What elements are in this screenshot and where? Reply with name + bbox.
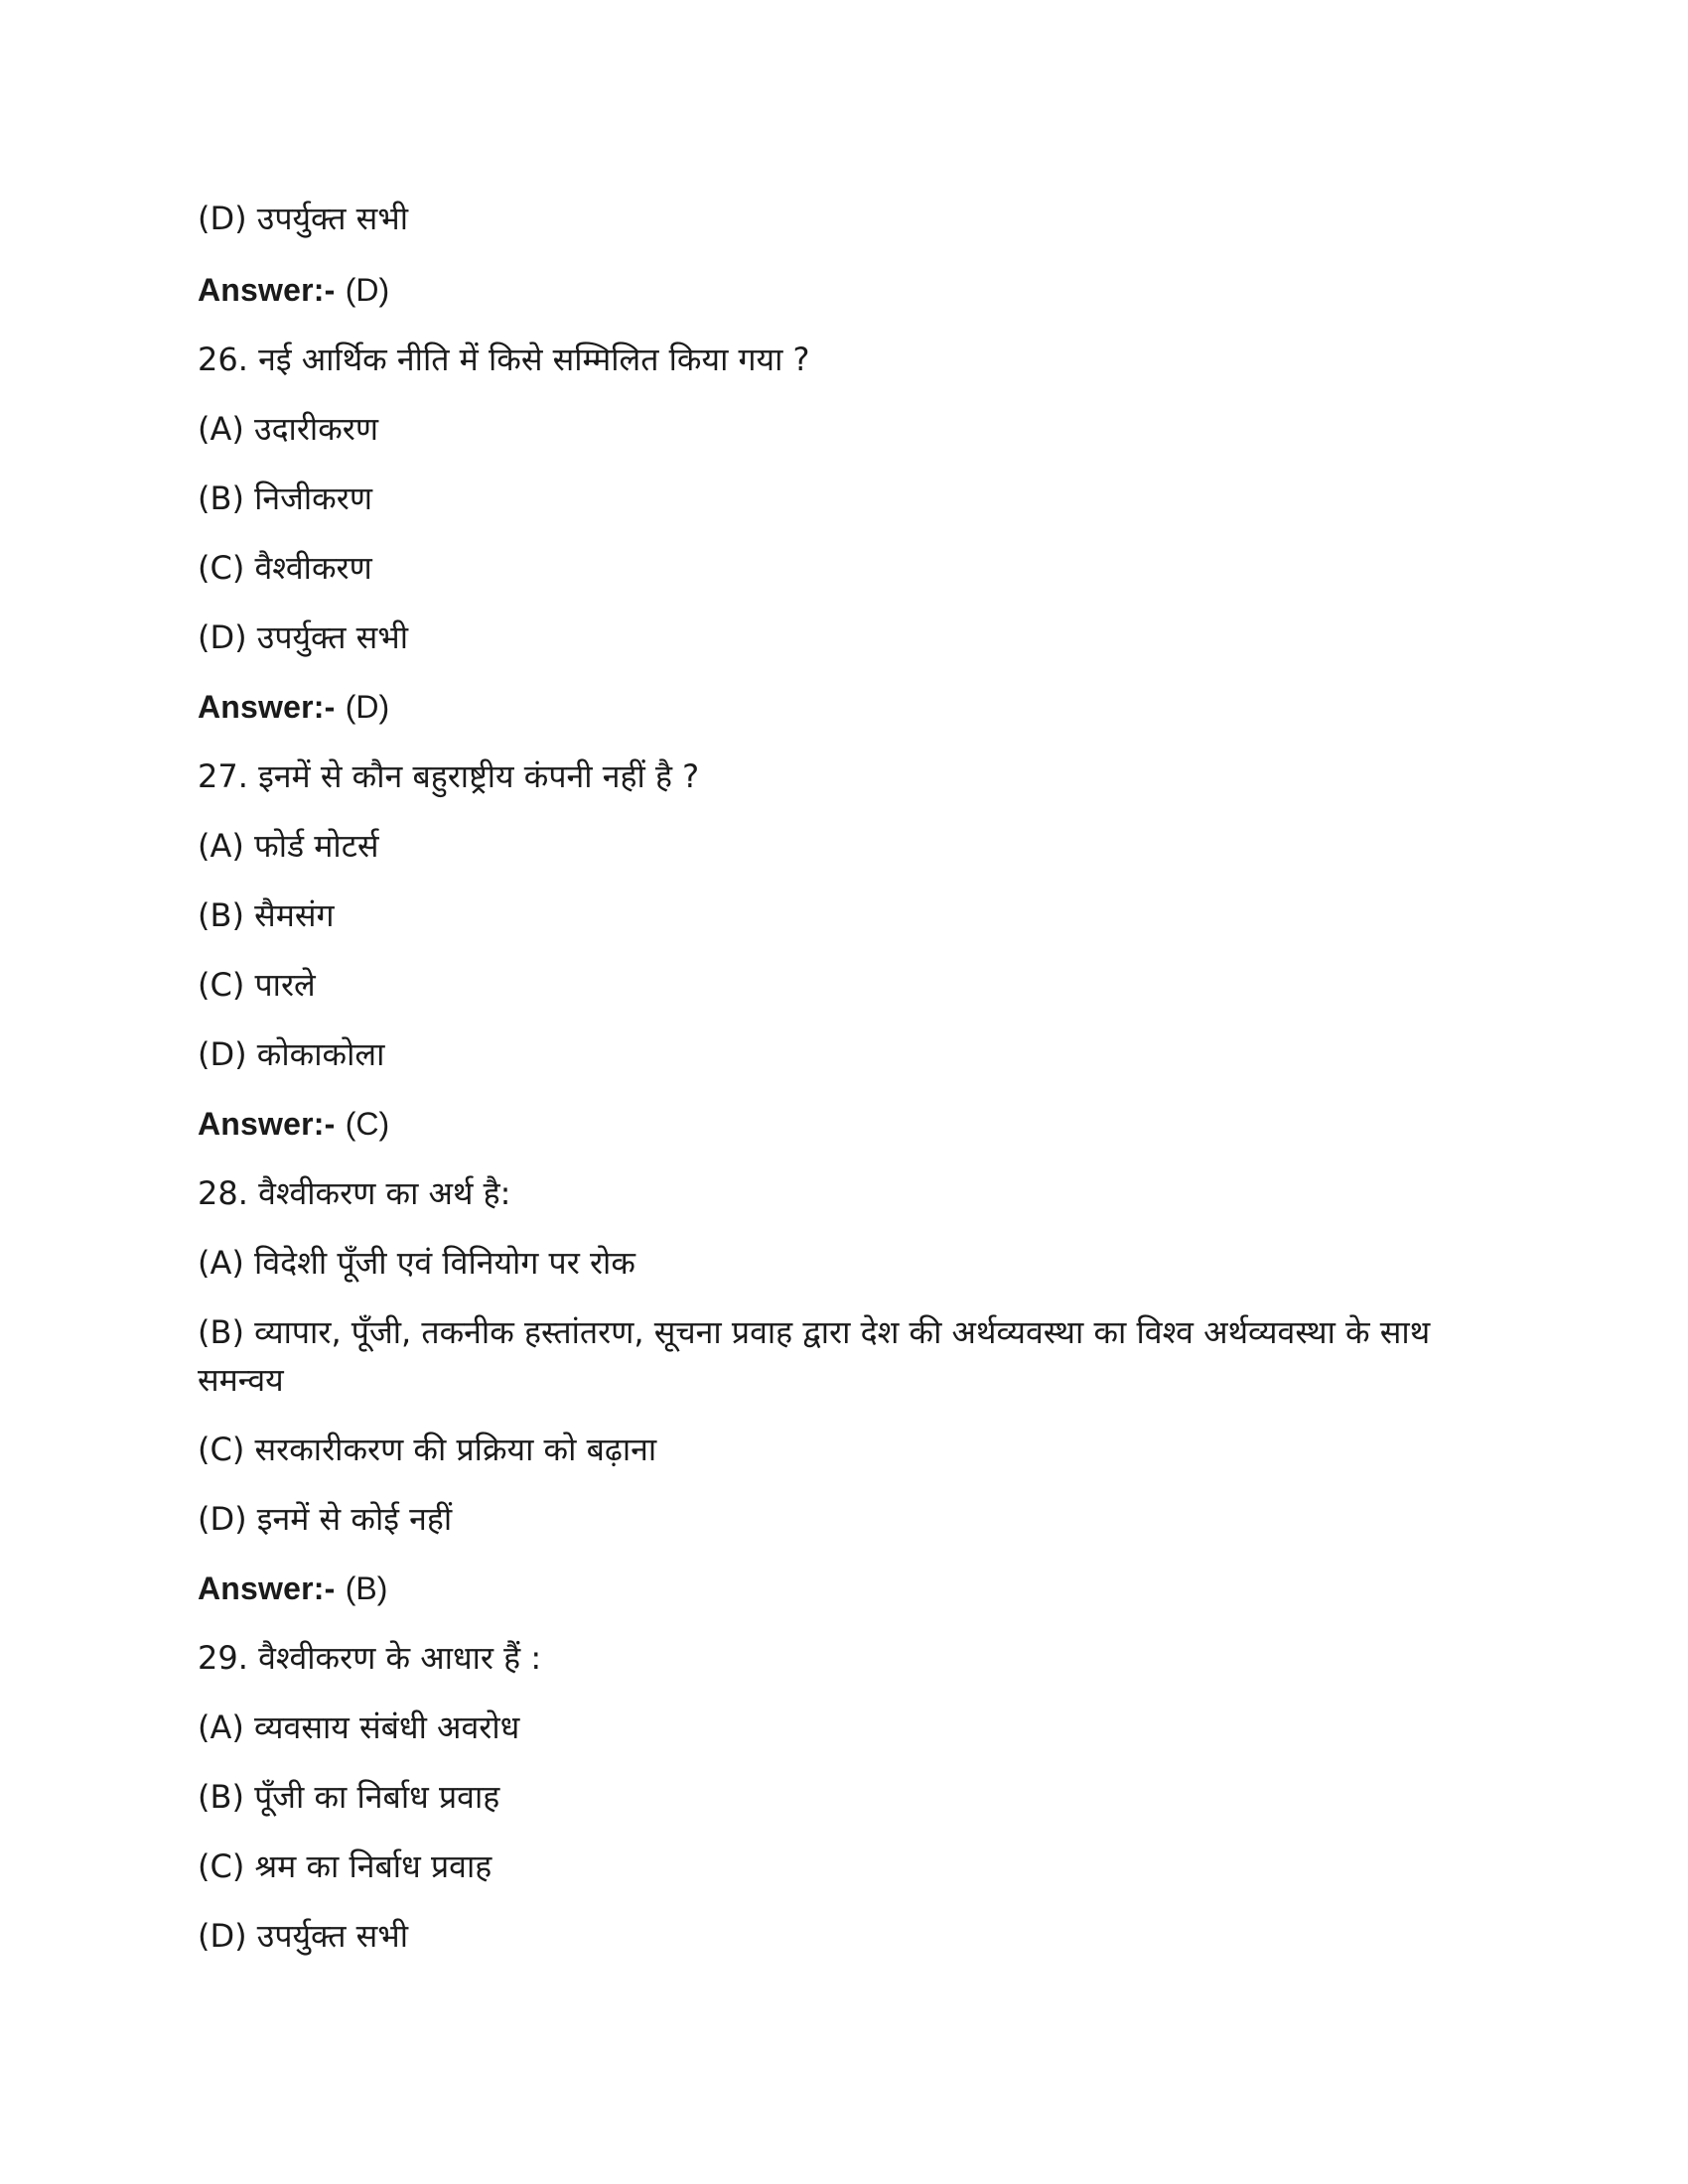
option-d: (D) इनमें से कोई नहीं (198, 1500, 453, 1538)
answer-value: (D) (345, 272, 390, 308)
answer-line (198, 683, 1488, 731)
option-c: (C) सरकारीकरण की प्रक्रिया को बढ़ाना (198, 1431, 657, 1468)
option-d: (D) कोकाकोला (198, 1035, 385, 1073)
answer-value: (B) (345, 1570, 388, 1606)
answer-label: Answer:- (198, 1570, 336, 1606)
option-a: (A) विदेशी पूँजी एवं विनियोग पर रोक (198, 1244, 635, 1282)
option-b: (B) व्यापार, पूँजी, तकनीक हस्तांतरण, सूचना प्रवाह द्वारा देश की अर्थव्यवस्था का विश्व अर्थव्यवस्था के साथ समन्वय (198, 1313, 1431, 1399)
answer-label: Answer:- (198, 689, 336, 725)
option-b: (B) सैमसंग (198, 896, 335, 934)
option-d: (D) उपर्युक्त सभी (198, 1917, 409, 1955)
answer-label: Answer:- (198, 1106, 336, 1142)
option-a: (A) उदारीकरण (198, 410, 379, 448)
question-28: 28. वैश्वीकरण का अर्थ है: (198, 1174, 511, 1212)
option-b: (B) निजीकरण (198, 479, 372, 517)
answer-line (198, 1100, 1488, 1148)
answer-value: (C) (345, 1106, 390, 1142)
option-b: (B) पूँजी का निर्बाध प्रवाह (198, 1778, 500, 1816)
option-c: (C) पारले (198, 966, 316, 1004)
question-29: 29. वैश्वीकरण के आधार हैं : (198, 1639, 542, 1677)
option-d: (D) उपर्युक्त सभी (198, 618, 409, 656)
option-a: (A) व्यवसाय संबंधी अवरोध (198, 1708, 520, 1746)
answer-label: Answer:- (198, 272, 336, 308)
question-26: 26. नई आर्थिक नीति में किसे सम्मिलित किया गया ? (198, 341, 810, 378)
option-d: (D) उपर्युक्त सभी (198, 200, 409, 237)
answer-line (198, 266, 1488, 314)
option-c: (C) वैश्वीकरण (198, 549, 372, 587)
answer-line (198, 1565, 1488, 1612)
answer-value: (D) (345, 689, 390, 725)
option-c: (C) श्रम का निर्बाध प्रवाह (198, 1847, 492, 1885)
question-27: 27. इनमें से कौन बहुराष्ट्रीय कंपनी नहीं है ? (198, 757, 700, 795)
option-a: (A) फोर्ड मोटर्स (198, 827, 379, 865)
